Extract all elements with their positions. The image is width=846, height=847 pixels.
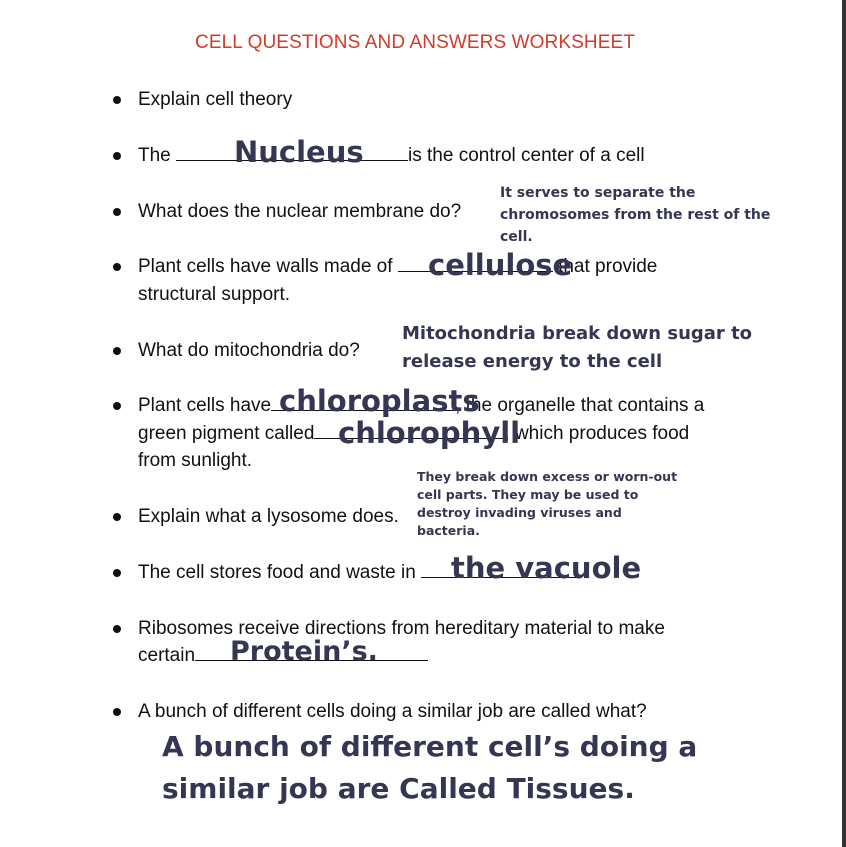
answer-3: It serves to separate the chromosomes from the rest of the cell. [500, 185, 771, 245]
bullet-9 [113, 625, 121, 633]
worksheet-title: CELL QUESTIONS AND ANSWERS WORKSHEET [195, 32, 635, 53]
answer-2: Nucleus [234, 135, 364, 169]
bullet-4 [113, 263, 121, 271]
question-8: The cell stores food and waste in [138, 559, 577, 587]
question-1: Explain cell theory [138, 89, 293, 110]
question-3: What does the nuclear membrane do? [138, 201, 462, 222]
question-6: Plant cells have , the organelle that contains a [138, 392, 704, 420]
question-2 [138, 142, 645, 170]
question-6-line2: green pigment called , which produces food [138, 420, 689, 448]
question-4-line2: structural support. [138, 284, 291, 305]
answer-10: A bunch of different cell’s doing a similar job are Called Tissues. [162, 730, 698, 805]
answer-7: They break down excess or worn-out cell parts. They may be used to destroy invading viruses and bacteria. [417, 469, 678, 538]
question-9: Ribosomes receive directions from hereditary material to make [138, 618, 665, 639]
bullet-5 [113, 347, 121, 355]
bullet-8 [113, 569, 121, 577]
question-5: What do mitochondria do? [138, 340, 360, 361]
question-7: Explain what a lysosome does. [138, 506, 399, 527]
question-2-pre: The [138, 145, 171, 166]
page-edge [842, 0, 846, 847]
answer-9: Protein’s. [230, 636, 378, 667]
answer-4: cellulose [428, 248, 573, 282]
question-9-line2: certain [138, 642, 428, 670]
question-10: A bunch of different cells doing a similar job are called what? [138, 701, 647, 722]
bullet-3 [113, 208, 121, 216]
bullet-1 [113, 96, 121, 104]
question-2-post: is the control center of a cell [408, 145, 645, 166]
bullet-2 [113, 152, 121, 160]
answer-8: the vacuole [451, 551, 642, 585]
bullet-10 [113, 708, 121, 716]
answer-5: Mitochondria break down sugar to release energy to the cell [402, 323, 753, 372]
bullet-6 [113, 402, 121, 410]
answer-6b: chlorophyll [338, 416, 521, 450]
question-4: Plant cells have walls made of that provide [138, 253, 657, 281]
answer-6a: chloroplasts [279, 384, 480, 418]
question-6-line3: from sunlight. [138, 450, 253, 471]
bullet-7 [113, 513, 121, 521]
